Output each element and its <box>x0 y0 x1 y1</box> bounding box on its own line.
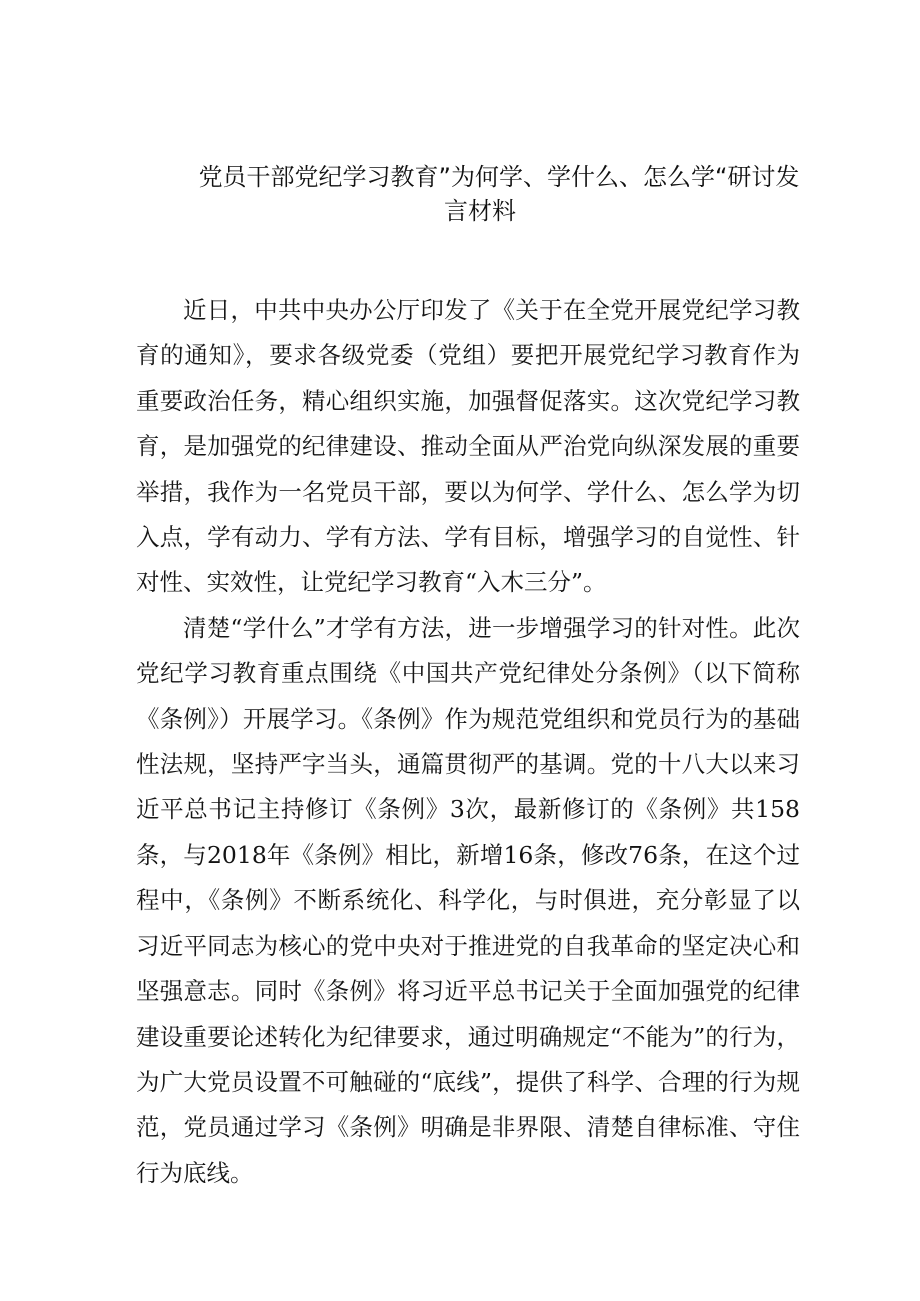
document-title <box>140 160 820 228</box>
title-line-1: 党员干部党纪学习教育”为何学、学什么、怎么学“研讨发 <box>198 163 800 191</box>
title-line-2: 言材料 <box>444 197 516 225</box>
document-body <box>136 288 800 1196</box>
paragraph-1: 近日，中共中央办公厅印发了《关于在全党开展党纪学习教育的通知》，要求各级党委（党组）要把开展党纪学习教育作为重要政治任务，精心组织实施，加强督促落实。这次党纪学习教育，是加强党的纪律建设、推动全面从严治党向纵深发展的重要举措，我作为一名党员干部，要以为何学、学什么、怎么学为切入点，学有动力、学有方法、学有目标，增强学习的自觉性、针对性、实效性，让党纪学习教育“入木三分”。 <box>136 296 800 597</box>
paragraph-2: 清楚“学什么”才学有方法，进一步增强学习的针对性。此次党纪学习教育重点围绕《中国共产党纪律处分条例》（以下简称《条例》）开展学习。《条例》作为规范党组织和党员行为的基础性法规，坚持严字当头，通篇贯彻严的基调。党的十八大以来习近平总书记主持修订《条例》3次，最新修订的《条例》共158条，与2018年《条例》相比，新增16条，修改76条，在这个过程中，《条例》不断系统化、科学化，与时俱进，充分彰显了以习近平同志为核心的党中央对于推进党的自我革命的坚定决心和坚强意志。同时《条例》将习近平总书记关于全面加强党的纪律建设重要论述转化为纪律要求，通过明确规定“不能为”的行为，为广大党员设置不可触碰的“底线”，提供了科学、合理的行为规范，党员通过学习《条例》明确是非界限、清楚自律标准、守住行为底线。 <box>136 613 800 1187</box>
